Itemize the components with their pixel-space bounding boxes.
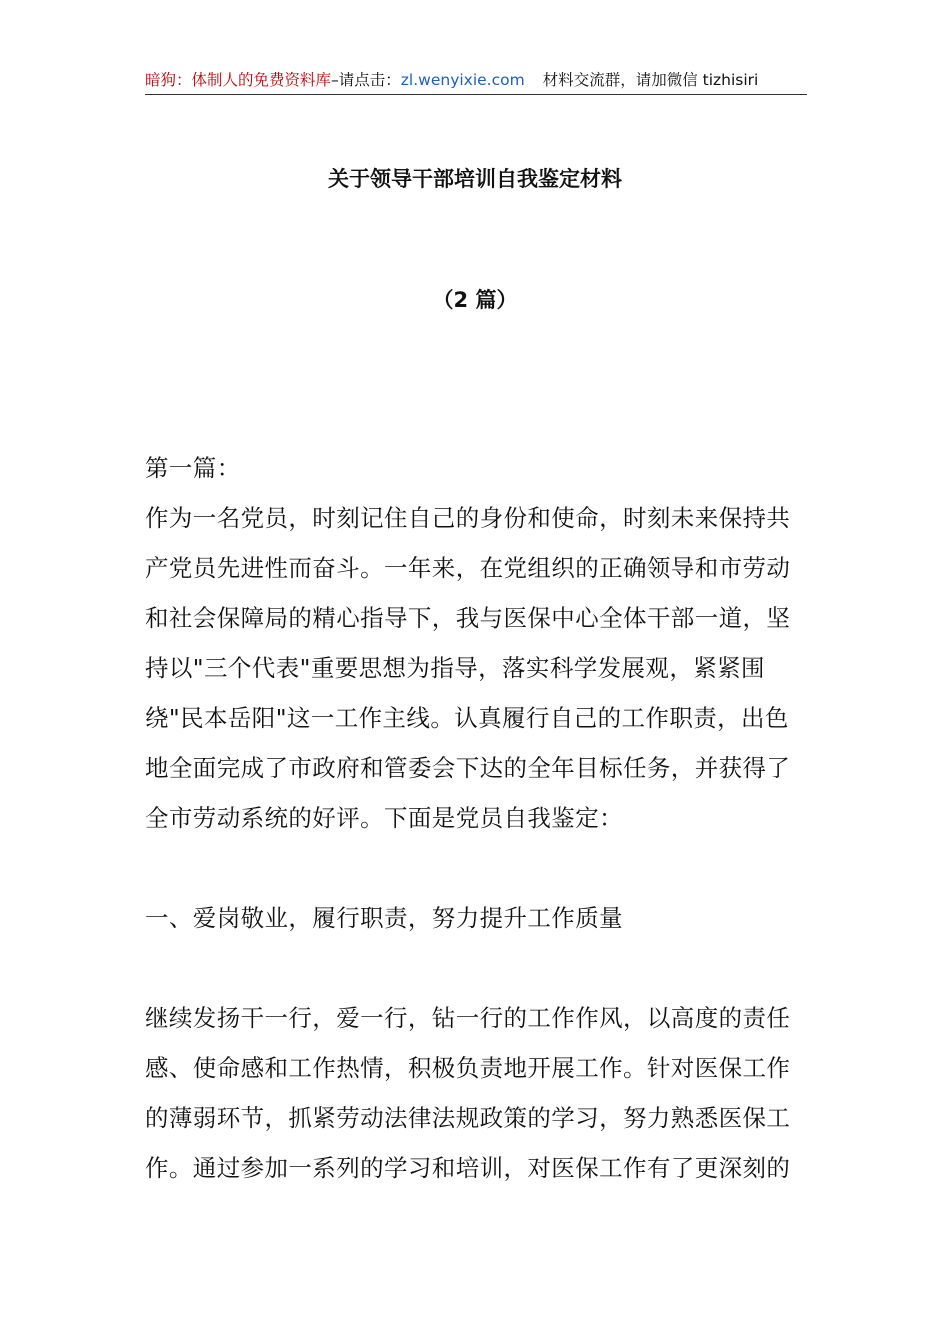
- header-brand: 暗狗：体制人的免费资料库: [145, 71, 332, 89]
- paragraph1-line: 持以"三个代表"重要思想为指导，落实科学发展观，紧紧围: [145, 654, 765, 682]
- header-url-link[interactable]: zl.wenyixie.com: [400, 71, 525, 89]
- document-title: 关于领导干部培训自我鉴定材料: [328, 167, 622, 191]
- header-group-info: 材料交流群，请加微信 tizhisiri: [542, 71, 759, 89]
- paragraph2: [145, 993, 815, 1193]
- paragraph1-line: 绕"民本岳阳"这一工作主线。认真履行自己的工作职责，出色: [145, 704, 789, 732]
- section1-heading: 一、爱岗敬业，履行职责，努力提升工作质量: [145, 904, 623, 932]
- section-heading-block: [145, 893, 815, 943]
- first-article: [145, 443, 815, 843]
- paragraph1-line: 产党员先进性而奋斗。一年来，在党组织的正确领导和市劳动: [145, 554, 791, 582]
- header-click-prompt: –请点击：: [331, 71, 401, 89]
- page-header: [145, 66, 807, 95]
- paragraph2-line: 继续发扬干一行，爱一行，钻一行的工作作风，以高度的责任: [145, 1004, 791, 1032]
- paragraph2-line: 的薄弱环节，抓紧劳动法律法规政策的学习，努力熟悉医保工: [145, 1104, 791, 1132]
- paragraph2-line: 感、使命感和工作热情，积极负责地开展工作。针对医保工作: [145, 1054, 791, 1082]
- paragraph1-line: 作为一名党员，时刻记住自己的身份和使命，时刻未来保持共: [145, 504, 791, 532]
- first-article-label: 第一篇：: [145, 454, 241, 482]
- paragraph1-line: 地全面完成了市政府和管委会下达的全年目标任务，并获得了: [145, 754, 791, 782]
- document-subtitle: （2 篇）: [432, 288, 518, 312]
- paragraph1-line: 全市劳动系统的好评。下面是党员自我鉴定：: [145, 804, 623, 832]
- paragraph1-line: 和社会保障局的精心指导下，我与医保中心全体干部一道，坚: [145, 604, 791, 632]
- paragraph2-line: 作。通过参加一系列的学习和培训，对医保工作有了更深刻的: [145, 1154, 791, 1182]
